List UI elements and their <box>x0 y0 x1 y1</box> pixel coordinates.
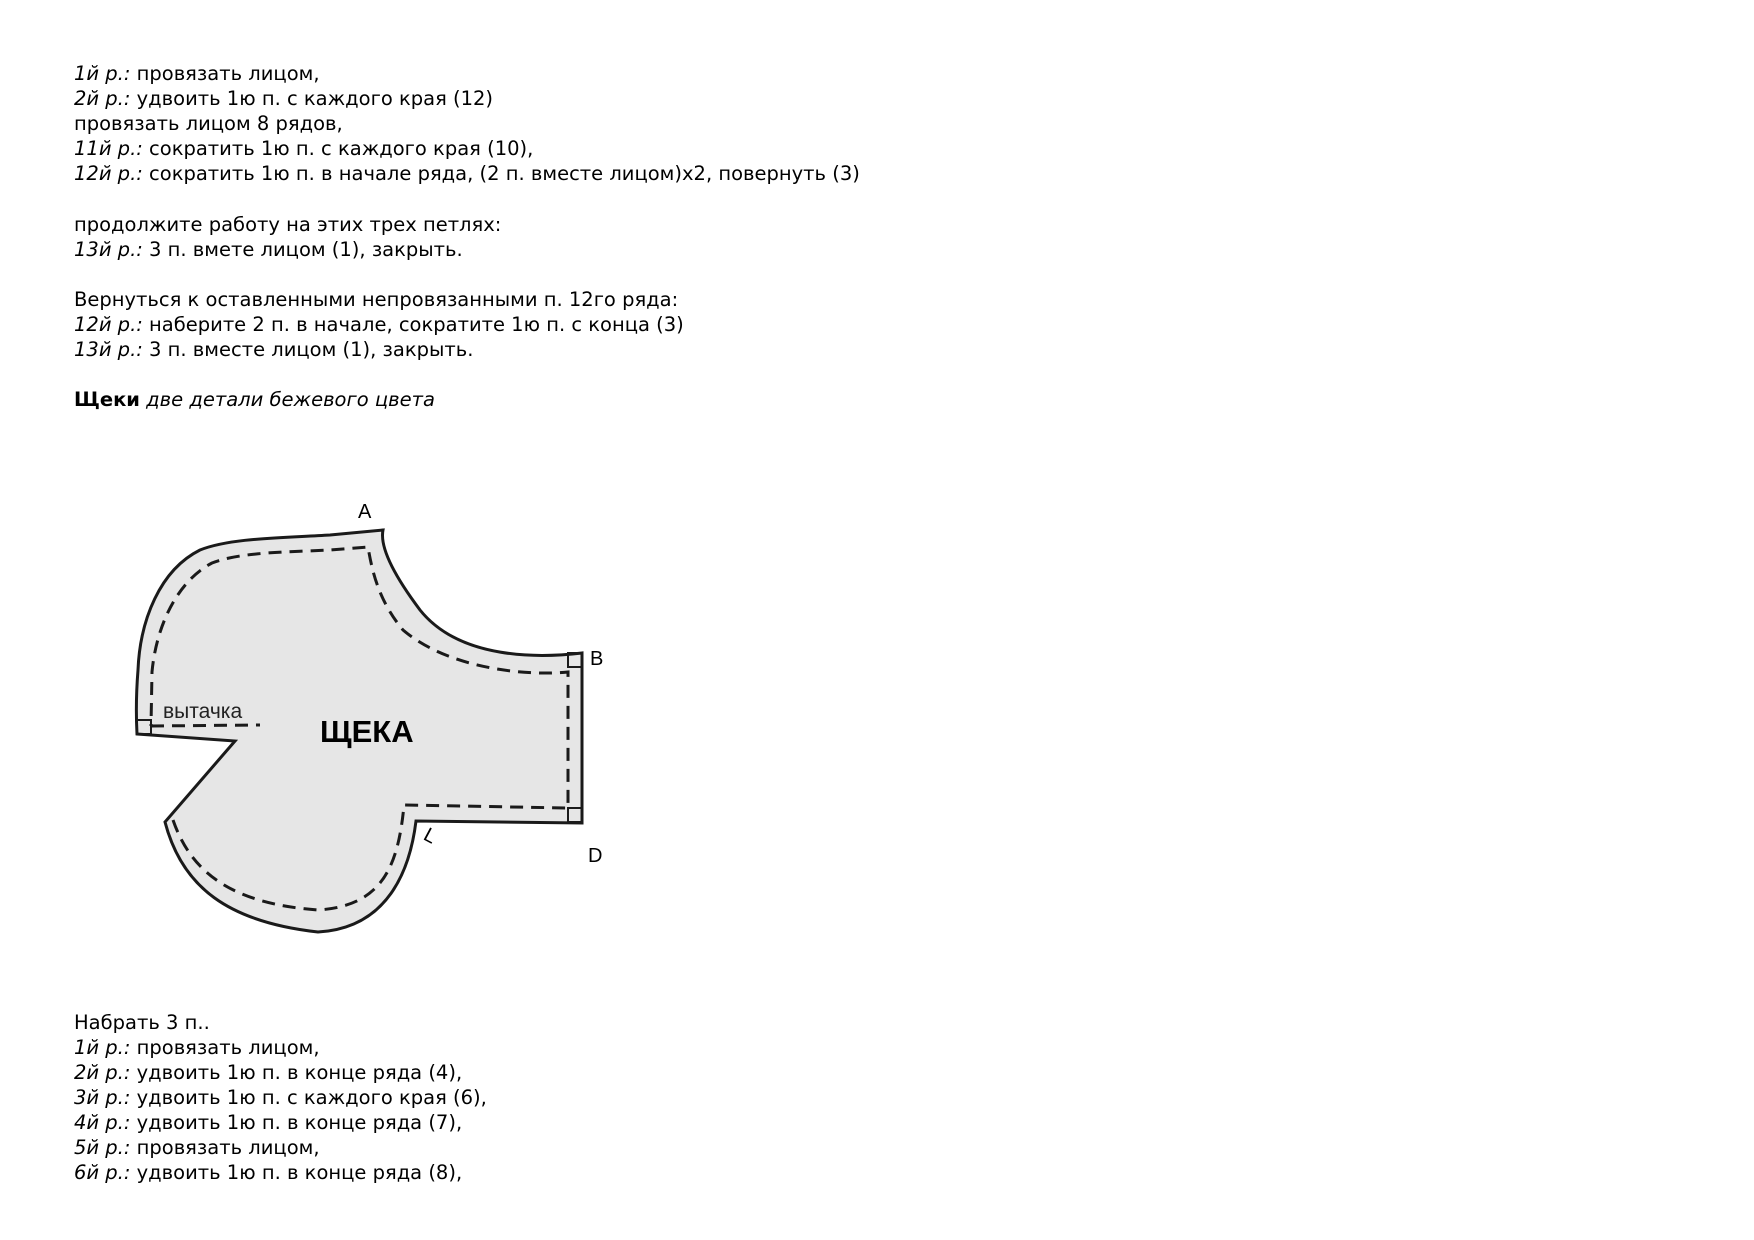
heading-title: Щеки <box>74 388 140 411</box>
instruction-line <box>74 61 860 86</box>
row-label: 3й р.: <box>74 1086 131 1109</box>
row-text: удвоить 1ю п. с каждого края (6), <box>130 1086 487 1109</box>
row-text: провязать лицом, <box>130 1136 320 1159</box>
section-heading <box>74 387 435 412</box>
row-text: удвоить 1ю п. в конце ряда (8), <box>130 1161 463 1184</box>
row-text: продолжите работу на этих трех петлях: <box>74 213 502 236</box>
row-text: 3 п. вмете лицом (1), закрыть. <box>142 238 463 261</box>
row-text: провязать лицом 8 рядов, <box>74 112 343 135</box>
instruction-line <box>74 212 501 237</box>
row-label: 6й р.: <box>74 1161 131 1184</box>
instruction-line <box>74 337 684 362</box>
row-label: 11й р.: <box>74 137 143 160</box>
row-label: 13й р.: <box>74 238 143 261</box>
row-text: наберите 2 п. в начале, сократите 1ю п. с конца (3) <box>142 313 684 336</box>
heading-subtitle: две детали бежевого цвета <box>139 388 435 411</box>
row-text: провязать лицом, <box>130 1036 320 1059</box>
point-a-label: A <box>358 501 372 523</box>
row-label: 13й р.: <box>74 338 143 361</box>
row-text: удвоить 1ю п. в конце ряда (7), <box>130 1111 463 1134</box>
instructions-block-4 <box>74 1010 487 1185</box>
row-label: 5й р.: <box>74 1136 131 1159</box>
row-text: провязать лицом, <box>130 62 320 85</box>
pattern-title: ЩЕКА <box>320 714 414 749</box>
row-label: 2й р.: <box>74 87 131 110</box>
row-label: 12й р.: <box>74 313 143 336</box>
row-text: Вернуться к оставленными непровязанными п. 12го ряда: <box>74 288 679 311</box>
instruction-line <box>74 111 860 136</box>
instructions-block-3 <box>74 287 684 362</box>
row-text: Набрать 3 п.. <box>74 1011 210 1034</box>
cheek-pattern-diagram <box>120 490 640 960</box>
instructions-block-1 <box>74 61 860 186</box>
row-label: 4й р.: <box>74 1111 131 1134</box>
row-label: 1й р.: <box>74 1036 131 1059</box>
row-label: 2й р.: <box>74 1061 131 1084</box>
point-d-label: D <box>588 845 603 867</box>
row-text: удвоить 1ю п. в конце ряда (4), <box>130 1061 463 1084</box>
row-label: 12й р.: <box>74 162 143 185</box>
point-l-label: L <box>419 823 441 849</box>
instruction-line <box>74 1035 487 1060</box>
instruction-line <box>74 161 860 186</box>
row-text: сократить 1ю п. в начале ряда, (2 п. вместе лицом)x2, повернуть (3) <box>142 162 860 185</box>
row-text: удвоить 1ю п. с каждого края (12) <box>130 87 494 110</box>
instructions-block-2 <box>74 212 501 262</box>
instruction-line <box>74 136 860 161</box>
instruction-line <box>74 1110 487 1135</box>
instruction-line <box>74 1085 487 1110</box>
row-text: 3 п. вместе лицом (1), закрыть. <box>142 338 474 361</box>
instruction-line <box>74 86 860 111</box>
row-label: 1й р.: <box>74 62 131 85</box>
instruction-line <box>74 1010 487 1035</box>
instruction-line <box>74 1160 487 1185</box>
row-text: сократить 1ю п. с каждого края (10), <box>142 137 534 160</box>
instruction-line <box>74 287 684 312</box>
point-b-label: B <box>590 648 604 670</box>
instruction-line <box>74 237 501 262</box>
dart-label: вытачка <box>163 700 243 723</box>
instruction-line <box>74 1135 487 1160</box>
instruction-line <box>74 312 684 337</box>
instruction-line <box>74 1060 487 1085</box>
